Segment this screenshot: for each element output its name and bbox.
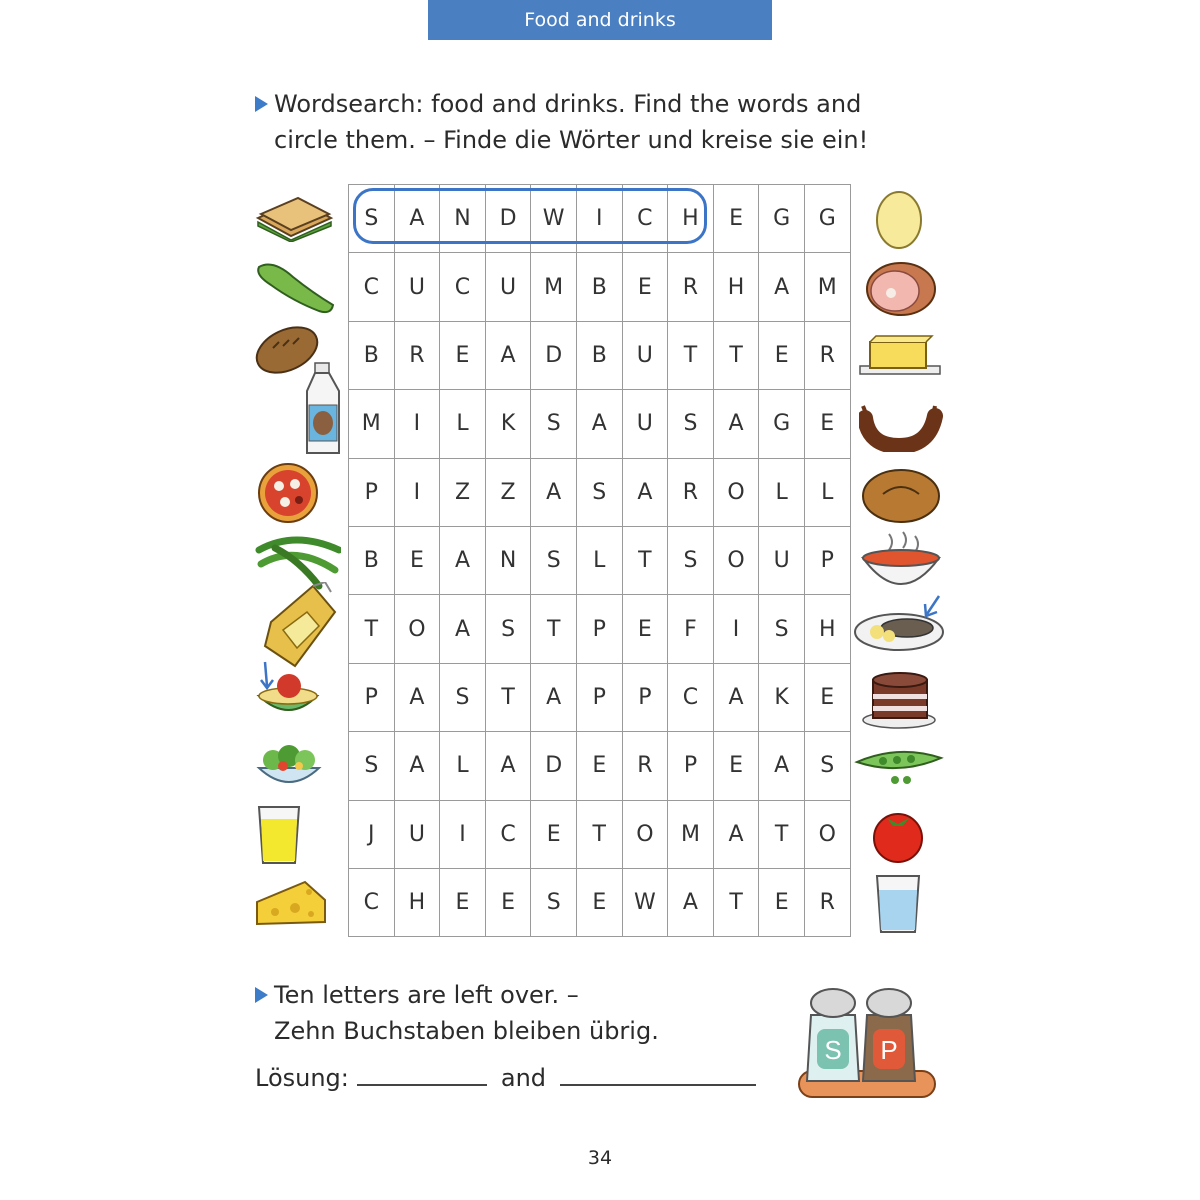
grid-cell[interactable]: N: [440, 185, 486, 253]
egg-icon: [873, 187, 925, 249]
peas-icon: [853, 740, 945, 788]
grid-cell[interactable]: C: [440, 253, 486, 321]
grid-cell[interactable]: G: [759, 185, 805, 253]
juice-icon: [255, 803, 303, 867]
grid-cell[interactable]: P: [623, 664, 669, 732]
grid-cell[interactable]: E: [714, 185, 760, 253]
grid-cell[interactable]: H: [714, 253, 760, 321]
grid-cell[interactable]: T: [668, 322, 714, 390]
grid-cell[interactable]: A: [668, 869, 714, 937]
grid-cell[interactable]: S: [440, 664, 486, 732]
grid-cell[interactable]: B: [577, 322, 623, 390]
grid-cell[interactable]: A: [577, 390, 623, 458]
cheese-icon: [253, 878, 327, 930]
ham-icon: [861, 257, 939, 319]
header-title: Food and drinks: [524, 9, 676, 31]
sandwich-circle-annotation: [353, 188, 707, 244]
grid-cell[interactable]: S: [668, 390, 714, 458]
grid-cell[interactable]: Z: [440, 459, 486, 527]
grid-cell[interactable]: T: [531, 595, 577, 663]
grid-cell[interactable]: F: [668, 595, 714, 663]
grid-cell[interactable]: B: [349, 322, 395, 390]
pepper-letter: P: [880, 1035, 898, 1065]
grid-cell[interactable]: K: [759, 664, 805, 732]
grid-cell[interactable]: G: [759, 390, 805, 458]
grid-cell[interactable]: Z: [486, 459, 532, 527]
grid-cell[interactable]: S: [531, 527, 577, 595]
pizza-icon: [255, 462, 321, 524]
grid-cell[interactable]: W: [623, 869, 669, 937]
grid-cell[interactable]: S: [531, 869, 577, 937]
grid-cell[interactable]: U: [623, 390, 669, 458]
pasta-icon: [253, 660, 323, 726]
grid-cell[interactable]: U: [623, 322, 669, 390]
grid-cell[interactable]: U: [486, 253, 532, 321]
cucumber-icon: [253, 257, 337, 317]
solution-blank-2[interactable]: [560, 1062, 756, 1086]
toast-icon: [261, 582, 339, 670]
grid-cell[interactable]: P: [577, 664, 623, 732]
solution-connector: and: [500, 1064, 547, 1092]
grid-cell[interactable]: P: [805, 527, 851, 595]
grid-cell[interactable]: M: [349, 390, 395, 458]
grid-cell[interactable]: H: [395, 869, 441, 937]
grid-cell[interactable]: C: [349, 869, 395, 937]
grid-cell[interactable]: K: [486, 390, 532, 458]
grid-cell[interactable]: W: [531, 185, 577, 253]
grid-cell[interactable]: A: [714, 664, 760, 732]
fish-icon: [853, 592, 945, 656]
butter-icon: [858, 332, 942, 378]
grid-cell[interactable]: C: [623, 185, 669, 253]
grid-cell[interactable]: S: [531, 390, 577, 458]
grid-cell[interactable]: T: [714, 869, 760, 937]
grid-cell[interactable]: A: [714, 390, 760, 458]
grid-cell[interactable]: U: [395, 801, 441, 869]
grid-cell[interactable]: A: [486, 322, 532, 390]
triangle-bullet-icon: [255, 987, 268, 1003]
sausage-icon: [859, 398, 943, 452]
instruction-wordsearch: [255, 86, 868, 158]
grid-cell[interactable]: M: [531, 253, 577, 321]
grid-cell[interactable]: T: [623, 527, 669, 595]
grid-cell[interactable]: L: [805, 459, 851, 527]
grid-cell[interactable]: A: [623, 459, 669, 527]
grid-cell[interactable]: L: [440, 732, 486, 800]
water-icon: [873, 872, 923, 936]
instruction-line-1: Wordsearch: food and drinks. Find the words and: [274, 90, 862, 118]
instruction2-line-1: Ten letters are left over. –: [274, 981, 579, 1009]
milk-icon: [303, 361, 343, 457]
grid-cell[interactable]: C: [486, 801, 532, 869]
grid-cell[interactable]: E: [440, 869, 486, 937]
grid-cell[interactable]: I: [577, 185, 623, 253]
grid-cell[interactable]: D: [486, 185, 532, 253]
grid-cell[interactable]: S: [486, 595, 532, 663]
page-number: 34: [587, 1147, 613, 1169]
grid-cell[interactable]: T: [759, 801, 805, 869]
grid-cell[interactable]: I: [440, 801, 486, 869]
grid-cell[interactable]: T: [714, 322, 760, 390]
grid-cell[interactable]: E: [623, 595, 669, 663]
grid-cell[interactable]: T: [349, 595, 395, 663]
solution-label: Lösung:: [255, 1064, 349, 1092]
grid-cell[interactable]: R: [668, 459, 714, 527]
grid-cell[interactable]: O: [395, 595, 441, 663]
grid-cell[interactable]: C: [349, 253, 395, 321]
grid-cell[interactable]: A: [531, 459, 577, 527]
grid-cell[interactable]: A: [395, 185, 441, 253]
grid-cell[interactable]: M: [805, 253, 851, 321]
grid-cell[interactable]: S: [805, 732, 851, 800]
grid-cell[interactable]: J: [349, 801, 395, 869]
grid-cell[interactable]: A: [714, 801, 760, 869]
grid-cell[interactable]: D: [531, 322, 577, 390]
instruction-leftover: [255, 977, 659, 1049]
cake-icon: [861, 664, 939, 730]
instruction-line-2: circle them. – Finde die Wörter und kreise sie ein!: [274, 126, 869, 154]
salt-letter: S: [824, 1035, 842, 1065]
grid-cell[interactable]: N: [486, 527, 532, 595]
grid-cell[interactable]: B: [577, 253, 623, 321]
grid-cell[interactable]: H: [668, 185, 714, 253]
grid-cell[interactable]: A: [440, 595, 486, 663]
wordsearch-grid: [348, 184, 851, 937]
grid-cell[interactable]: R: [805, 322, 851, 390]
grid-cell[interactable]: U: [395, 253, 441, 321]
grid-cell[interactable]: A: [759, 253, 805, 321]
grid-cell[interactable]: H: [805, 595, 851, 663]
salad-icon: [253, 738, 325, 794]
grid-cell[interactable]: E: [395, 527, 441, 595]
triangle-bullet-icon: [255, 96, 268, 112]
grid-cell[interactable]: R: [395, 322, 441, 390]
grid-cell[interactable]: E: [623, 253, 669, 321]
grid-cell[interactable]: O: [623, 801, 669, 869]
solution-blank-1[interactable]: [357, 1062, 487, 1086]
grid-cell[interactable]: E: [486, 869, 532, 937]
grid-cell[interactable]: E: [805, 390, 851, 458]
grid-cell[interactable]: S: [577, 459, 623, 527]
sandwich-icon: [253, 196, 335, 242]
grid-cell[interactable]: O: [714, 527, 760, 595]
grid-cell[interactable]: I: [395, 459, 441, 527]
grid-cell[interactable]: I: [714, 595, 760, 663]
salt-pepper-icon: [797, 985, 937, 1103]
grid-cell[interactable]: R: [805, 869, 851, 937]
grid-cell[interactable]: P: [349, 459, 395, 527]
grid-cell[interactable]: B: [349, 527, 395, 595]
grid-cell[interactable]: R: [668, 253, 714, 321]
grid-cell[interactable]: E: [759, 869, 805, 937]
grid-cell[interactable]: L: [440, 390, 486, 458]
grid-cell[interactable]: E: [759, 322, 805, 390]
grid-cell[interactable]: E: [805, 664, 851, 732]
grid-cell[interactable]: E: [714, 732, 760, 800]
grid-cell[interactable]: P: [349, 664, 395, 732]
page-header: [428, 0, 772, 40]
grid-cell[interactable]: D: [531, 732, 577, 800]
grid-cell[interactable]: O: [805, 801, 851, 869]
grid-cell[interactable]: O: [714, 459, 760, 527]
grid-cell[interactable]: E: [531, 801, 577, 869]
grid-cell[interactable]: U: [759, 527, 805, 595]
grid-cell[interactable]: M: [668, 801, 714, 869]
grid-cell[interactable]: T: [577, 801, 623, 869]
grid-cell[interactable]: E: [440, 322, 486, 390]
grid-cell[interactable]: A: [440, 527, 486, 595]
grid-cell[interactable]: G: [805, 185, 851, 253]
grid-cell[interactable]: P: [668, 732, 714, 800]
instruction2-line-2: Zehn Buchstaben bleiben übrig.: [274, 1017, 659, 1045]
grid-cell[interactable]: S: [349, 185, 395, 253]
grid-cell[interactable]: C: [668, 664, 714, 732]
grid-cell[interactable]: S: [349, 732, 395, 800]
tomato-icon: [869, 806, 927, 864]
grid-cell[interactable]: S: [668, 527, 714, 595]
grid-cell[interactable]: T: [486, 664, 532, 732]
solution-line: [255, 1062, 756, 1092]
grid-cell[interactable]: A: [395, 664, 441, 732]
grid-cell[interactable]: I: [395, 390, 441, 458]
grid-cell[interactable]: E: [577, 732, 623, 800]
grid-cell[interactable]: A: [531, 664, 577, 732]
grid-cell[interactable]: S: [759, 595, 805, 663]
grid-cell[interactable]: A: [486, 732, 532, 800]
roll-icon: [859, 464, 943, 524]
grid-cell[interactable]: A: [759, 732, 805, 800]
grid-cell[interactable]: A: [395, 732, 441, 800]
grid-cell[interactable]: L: [577, 527, 623, 595]
grid-cell[interactable]: L: [759, 459, 805, 527]
grid-cell[interactable]: P: [577, 595, 623, 663]
grid-cell[interactable]: R: [623, 732, 669, 800]
grid-cell[interactable]: E: [577, 869, 623, 937]
soup-icon: [859, 530, 943, 594]
